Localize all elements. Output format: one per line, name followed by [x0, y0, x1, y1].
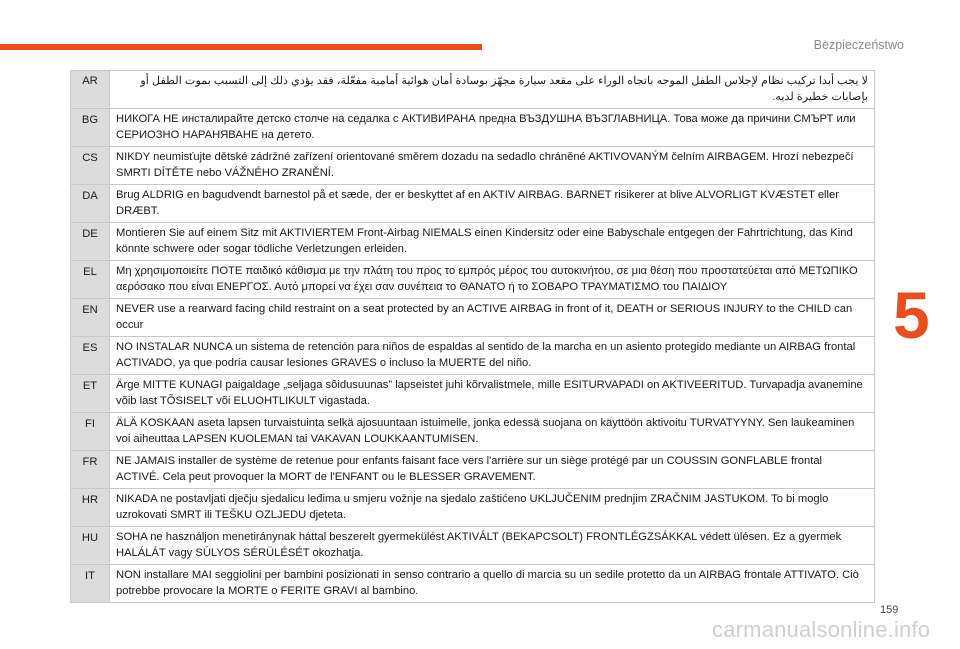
language-code: BG — [71, 109, 110, 147]
watermark[interactable]: carmanualsonline.info — [712, 617, 931, 642]
table-row — [71, 109, 875, 147]
warning-text: NON installare MAI seggiolini per bambini posizionati in senso contrario a quello di marcia su un sedile protetto da un AIRBAG frontale ATTIVATO. Ciò potrebbe provocare la MORTE o FERITE GRAVI al bambino. — [110, 565, 875, 603]
table-row — [71, 223, 875, 261]
language-code: AR — [71, 71, 110, 109]
language-code: FR — [71, 451, 110, 489]
language-code: IT — [71, 565, 110, 603]
language-code: FI — [71, 413, 110, 451]
language-code: CS — [71, 147, 110, 185]
table-row — [71, 413, 875, 451]
language-code: DE — [71, 223, 110, 261]
warning-text: ÄLÄ KOSKAAN aseta lapsen turvaistuinta selkä ajosuuntaan istuimelle, jonka edessä suojana on käyttöön aktivoitu TURVATYYNY. Sen laukeaminen voi aiheuttaa LAPSEN KUOLEMAN tai VAKAVAN LOUKKAANTUMISEN. — [110, 413, 875, 451]
warning-text: SOHA ne használjon menetiránynak háttal beszerelt gyermekülést AKTIVÁLT (BEKAPCSOLT) FRONTLÉGZSÁKKAL védett ülésen. Ez a gyermek HALÁLÁT vagy SÚLYOS SÉRÜLÉSÉT okozhatja. — [110, 527, 875, 565]
language-code: HU — [71, 527, 110, 565]
table-row — [71, 451, 875, 489]
language-code: ES — [71, 337, 110, 375]
table-row — [71, 565, 875, 603]
page-number: 159 — [880, 604, 899, 616]
table-row — [71, 527, 875, 565]
warning-text: NIKDY neumisťujte dětské zádržné zařízení orientované směrem dozadu na sedadlo chráněné AKTIVOVANÝM čelním AIRBAGEM. Hrozí nebezpečí SMRTI DÍTĚTE nebo VÁŽNÉHO ZRANĚNÍ. — [110, 147, 875, 185]
warning-text: لا يجب أبدا تركيب نظام لإجلاس الطفل الموجه باتجاه الوراء على مقعد سيارة مجهّز بوسادة أمان هوائية أمامية مفعّلة، فقد يؤدي ذلك إلى التسبب بموت الطفل أو بإصابات خطيرة لديه. — [110, 71, 875, 109]
warning-text: Brug ALDRIG en bagudvendt barnestol på et sæde, der er beskyttet af en AKTIV AIRBAG. BARNET risikerer at blive ALVORLIGT KVÆSTET eller DRÆBT. — [110, 185, 875, 223]
table-row — [71, 489, 875, 527]
warning-text: НИКОГА НЕ инсталирайте детско столче на седалка с АКТИВИРАНА предна ВЪЗДУШНА ВЪЗГЛАВНИЦА. Това може да причини СМЪРТ или СЕРИОЗНО НАРАНЯВАНЕ на детето. — [110, 109, 875, 147]
language-code: ET — [71, 375, 110, 413]
chapter-number: 5 — [893, 278, 930, 352]
warning-text: NIKADA ne postavljati dječju sjedalicu leđima u smjeru vožnje na sjedalo zaštićeno UKLJUČENIM prednjim ZRAČNIM JASTUKOM. To bi moglo uzrokovati SMRT ili TEŠKU OZLJEDU djeteta. — [110, 489, 875, 527]
warning-text: Μη χρησιμοποιείτε ΠΟΤΕ παιδικό κάθισμα με την πλάτη του προς το εμπρός μέρος του αυτοκινήτου, σε μια θέση που προστατεύεται από ΜΕΤΩΠΙΚΟ αερόσακο που είναι ΕΝΕΡΓΟΣ. Αυτό μπορεί να έχει σαν συνέπεια το ΘΑΝΑΤΟ ή το ΣΟΒΑΡΟ ΤΡΑΥΜΑΤΙΣΜΟ του ΠΑΙΔΙΟΥ — [110, 261, 875, 299]
table-row — [71, 71, 875, 109]
warning-text: Ärge MITTE KUNAGI paigaldage „seljaga sõidusuunas” lapseistet juhi kõrvalistmele, mille ESITURVAPADI on AKTIVEERITUD. Turvapadja avanemine võib last TÕSISELT või ELUOHTLIKULT vigastada. — [110, 375, 875, 413]
warning-text: NE JAMAIS installer de système de retenue pour enfants faisant face vers l'arrière sur un siège protégé par un COUSSIN GONFLABLE frontal ACTIVÉ. Cela peut provoquer la MORT de l'ENFANT ou le BLESSER GRAVEMENT. — [110, 451, 875, 489]
table-row — [71, 185, 875, 223]
language-code: DA — [71, 185, 110, 223]
warning-text: NO INSTALAR NUNCA un sistema de retención para niños de espaldas al sentido de la marcha en un asiento protegido mediante un AIRBAG frontal ACTIVADO, ya que podría causar lesiones GRAVES o incluso la MUERTE del niño. — [110, 337, 875, 375]
language-code: HR — [71, 489, 110, 527]
language-code: EN — [71, 299, 110, 337]
table-row — [71, 337, 875, 375]
warning-text: NEVER use a rearward facing child restraint on a seat protected by an ACTIVE AIRBAG in front of it, DEATH or SERIOUS INJURY to the CHILD can occur — [110, 299, 875, 337]
airbag-warning-table — [70, 70, 875, 603]
table-row — [71, 299, 875, 337]
table-row — [71, 375, 875, 413]
warning-text: Montieren Sie auf einem Sitz mit AKTIVIERTEM Front-Airbag NIEMALS einen Kindersitz oder eine Babyschale entgegen der Fahrtrichtung, das Kind könnte schwere oder sogar tödliche Verletzungen erleiden. — [110, 223, 875, 261]
language-code: EL — [71, 261, 110, 299]
table-row — [71, 147, 875, 185]
section-title: Bezpieczeństwo — [813, 38, 904, 52]
accent-bar — [0, 44, 482, 50]
table-row — [71, 261, 875, 299]
